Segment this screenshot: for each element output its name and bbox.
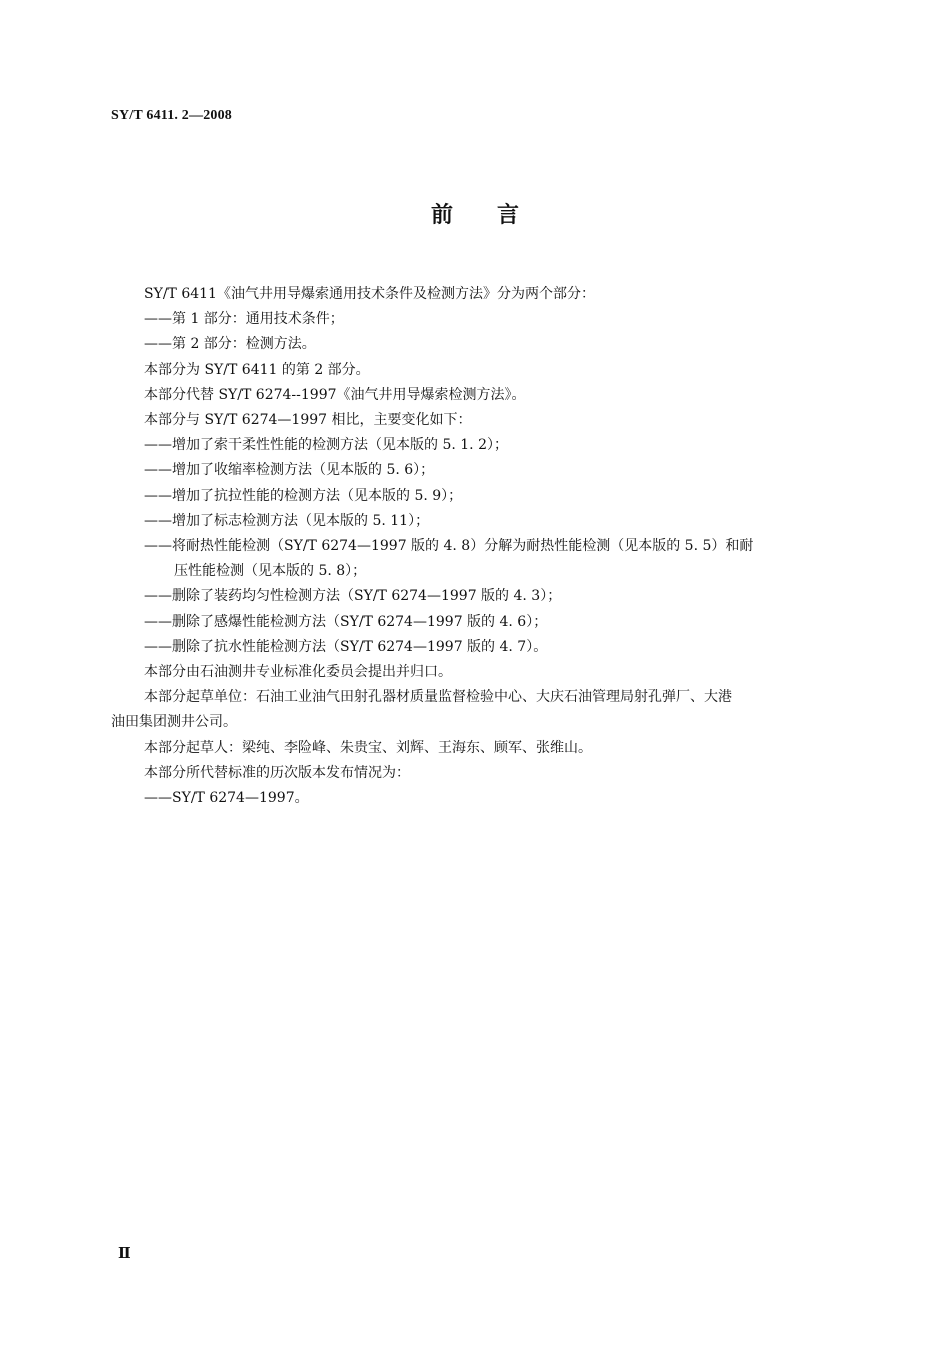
list-item: ——第 1 部分：通用技术条件； <box>144 311 344 328</box>
paragraph-line: 本部分起草人：梁纯、李险峰、朱贵宝、刘辉、王海东、顾军、张维山。 <box>144 739 592 756</box>
page-number: Ⅱ <box>118 1246 131 1262</box>
list-item: ——SY/T 6274—1997。 <box>144 790 309 807</box>
page-title: 前言 <box>430 203 563 228</box>
paragraph-line: SY/T 6411《油气井用导爆索通用技术条件及检测方法》分为两个部分： <box>144 286 595 302</box>
list-item: ——第 2 部分：检测方法。 <box>144 336 316 353</box>
paragraph-line: 本部分所代替标准的历次版本发布情况为： <box>144 764 410 781</box>
list-item-continuation: 压性能检测（见本版的 5. 8）； <box>174 563 367 580</box>
list-item: ——增加了收缩率检测方法（见本版的 5. 6）； <box>144 462 435 479</box>
paragraph-line: 本部分与 SY/T 6274—1997 相比，主要变化如下： <box>144 412 472 429</box>
list-item: ——删除了感爆性能检测方法（SY/T 6274—1997 版的 4. 6）； <box>144 613 548 630</box>
paragraph-line: 本部分由石油测井专业标准化委员会提出并归口。 <box>144 664 452 681</box>
list-item: ——将耐热性能检测（SY/T 6274—1997 版的 4. 8）分解为耐热性能检测（见本版的 5. 5）和耐 <box>144 538 754 555</box>
list-item: ——增加了索干柔性性能的检测方法（见本版的 5. 1. 2）； <box>144 437 508 454</box>
list-item: ——增加了抗拉性能的检测方法（见本版的 5. 9）； <box>144 487 463 504</box>
paragraph-line: 本部分为 SY/T 6411 的第 2 部分。 <box>144 361 370 378</box>
standard-code: SY/T 6411. 2—2008 <box>111 108 232 123</box>
paragraph-continuation: 油田集团测井公司。 <box>111 714 237 731</box>
list-item: ——增加了标志检测方法（见本版的 5. 11）； <box>144 512 430 529</box>
list-item: ——删除了装药均匀性检测方法（SY/T 6274—1997 版的 4. 3）； <box>144 588 562 605</box>
foreword-body <box>111 282 846 811</box>
paragraph-line: 本部分代替 SY/T 6274--1997《油气井用导爆索检测方法》。 <box>144 386 526 403</box>
list-item: ——删除了抗水性能检测方法（SY/T 6274—1997 版的 4. 7）。 <box>144 638 548 655</box>
paragraph-line: 本部分起草单位：石油工业油气田射孔器材质量监督检验中心、大庆石油管理局射孔弹厂、大港 <box>144 689 732 706</box>
